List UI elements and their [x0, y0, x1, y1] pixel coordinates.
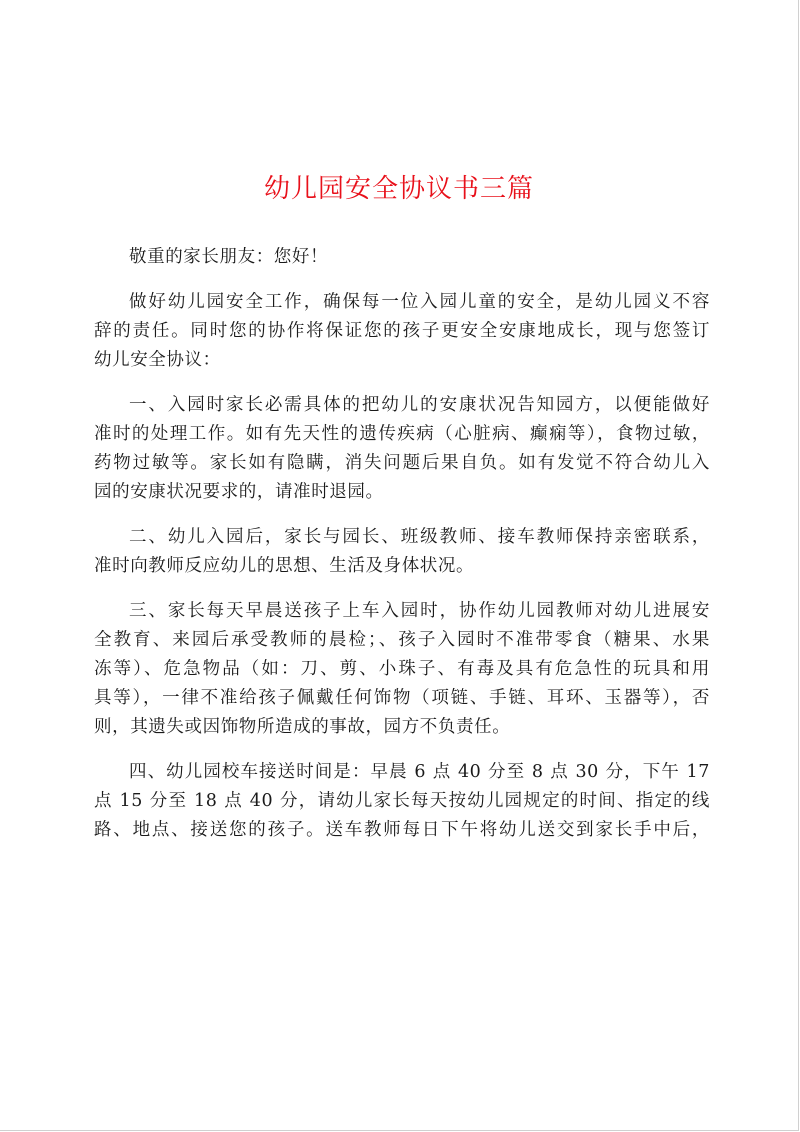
paragraph-line: 做好幼儿园安全工作，确保每一位入园儿童的安全，是幼儿园义不容	[129, 292, 710, 312]
paragraph-line: 准时向教师反应幼儿的思想、生活及身体状况。	[94, 556, 475, 576]
paragraph-line: 药物过敏等。家长如有隐瞒，消失问题后果自负。如有发觉不符合幼儿入	[94, 453, 710, 473]
paragraph-line: 辞的责任。同时您的协作将保证您的孩子更安全安康地成长，现与您签订	[94, 321, 710, 341]
paragraph-item-3	[94, 597, 710, 742]
greeting-paragraph	[94, 243, 710, 272]
paragraph-line: 则，其遗失或因饰物所造成的事故，园方不负责任。	[94, 717, 511, 737]
paragraph-line: 三、家长每天早晨送孩子上车入园时，协作幼儿园教师对幼儿进展安	[129, 601, 710, 621]
paragraph-line: 路、地点、接送您的孩子。送车教师每日下午将幼儿送交到家长手中后，	[94, 820, 710, 840]
paragraph-line: 幼儿安全协议：	[94, 350, 221, 370]
document-title: 幼儿园安全协议书三篇	[263, 174, 534, 204]
paragraph-line: 二、幼儿入园后，家长与园长、班级教师、接车教师保持亲密联系，	[129, 527, 710, 547]
paragraph-line: 园的安康状况要求的，请准时退园。	[94, 482, 384, 502]
document-body	[94, 243, 710, 845]
greeting-line: 敬重的家长朋友：您好！	[129, 247, 329, 267]
paragraph-line: 全教育、来园后承受教师的晨检；、孩子入园时不准带零食（糖果、水果	[94, 630, 710, 650]
paragraph-line: 具等），一律不准给孩子佩戴任何饰物（项链、手链、耳环、玉器等），否	[94, 688, 710, 708]
paragraph-intro	[94, 288, 710, 375]
paragraph-line: 冻等）、危急物品（如：刀、剪、小珠子、有毒及具有危急性的玩具和用	[94, 659, 710, 679]
paragraph-item-4	[94, 758, 710, 845]
paragraph-item-1	[94, 391, 710, 507]
paragraph-line: 一、入园时家长必需具体的把幼儿的安康状况告知园方，以便能做好	[129, 395, 710, 415]
paragraph-line: 点 15 分至 18 点 40 分，请幼儿家长每天按幼儿园规定的时间、指定的线	[94, 791, 710, 811]
paragraph-item-2	[94, 523, 710, 581]
paragraph-line: 准时的处理工作。如有先天性的遗传疾病（心脏病、癫痫等），食物过敏，	[94, 424, 710, 444]
paragraph-line: 四、幼儿园校车接送时间是：早晨 6 点 40 分至 8 点 30 分，下午 17	[129, 762, 710, 782]
